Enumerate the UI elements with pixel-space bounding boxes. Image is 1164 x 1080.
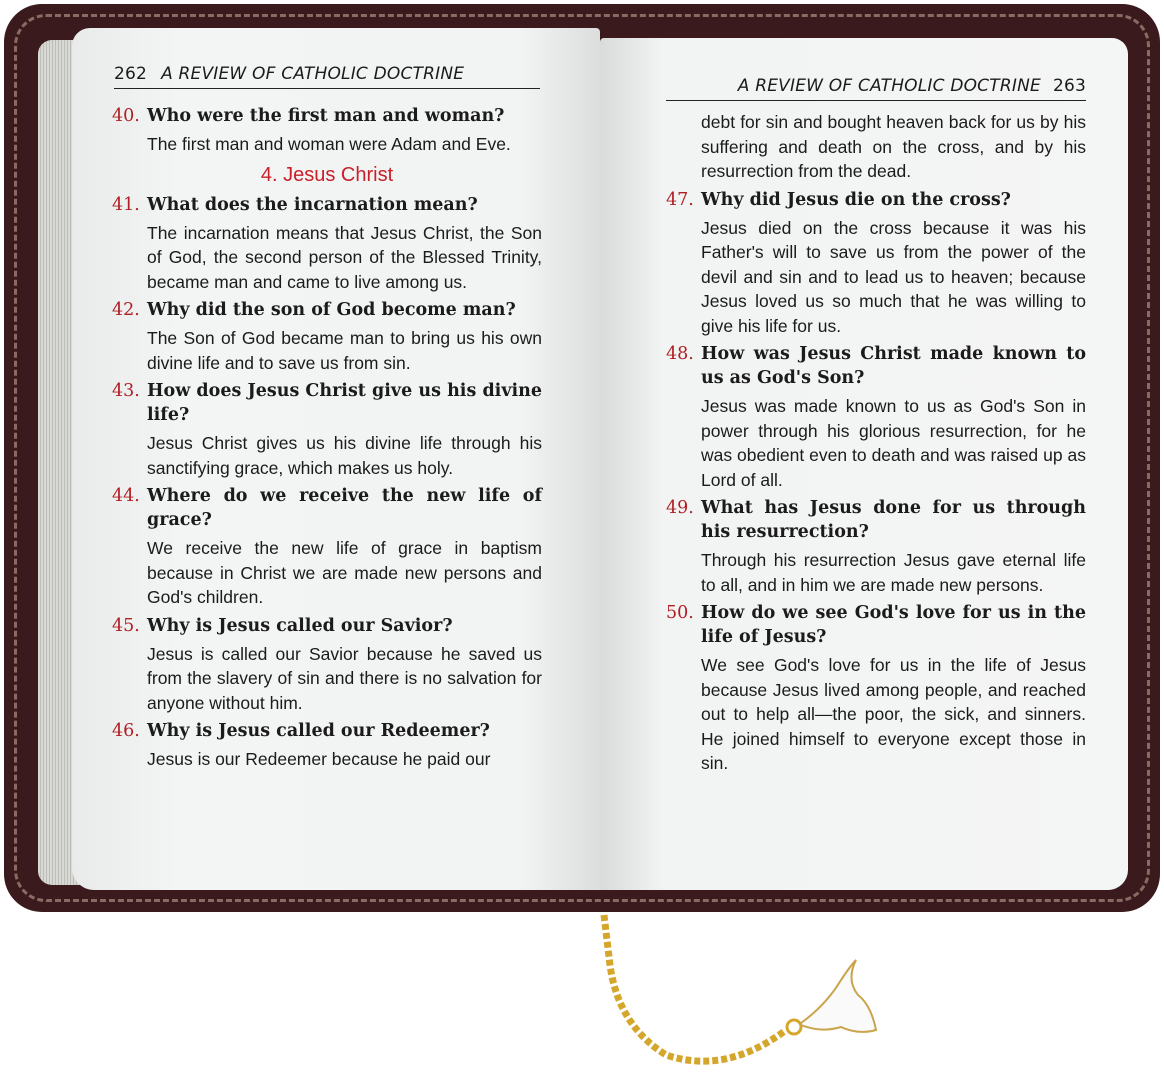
- question-number: 43.: [112, 381, 140, 401]
- question: [112, 104, 542, 128]
- question: [112, 379, 542, 427]
- left-text-column: [112, 100, 542, 776]
- question: [666, 601, 1086, 649]
- answer: Jesus was made known to us as God's Son in power through his glorious resurrection, for he was obedient even to death and was raised up as Lord of all.: [701, 396, 1086, 490]
- question-text: Why did the son of God become man?: [147, 300, 516, 320]
- question: [666, 496, 1086, 544]
- question-text: Why is Jesus called our Savior?: [147, 615, 453, 636]
- question-text: Why is Jesus called our Redeemer?: [147, 721, 490, 741]
- answer: Jesus died on the cross because it was his Father's will to save us from the power of the devil and sin and to lead us to heaven; because Jesus loved us so much that he was willing to give his life for us.: [701, 217, 1086, 336]
- question-text: How do we see God's love for us in the life of Jesus?: [701, 603, 1086, 647]
- question-number: 46.: [112, 721, 140, 741]
- question-text: How does Jesus Christ give us his divine life?: [147, 381, 542, 425]
- answer: The first man and woman were Adam and Eve.: [147, 134, 511, 154]
- answer: Jesus is called our Savior because he saved us from the slavery of sin and there is no salvation for anyone without him.: [147, 643, 542, 713]
- section-heading: 4. Jesus Christ: [260, 163, 394, 186]
- question-number: 48.: [666, 344, 694, 364]
- question: [112, 298, 542, 322]
- question: [112, 614, 542, 638]
- question: [112, 484, 542, 532]
- question: [666, 188, 1086, 212]
- page-number: 262: [114, 64, 148, 84]
- answer: Jesus Christ gives us his divine life through his sanctifying grace, which makes us holy.: [147, 433, 542, 478]
- answer: We see God's love for us in the life of Jesus because Jesus lived among people, and reached out to help all—the poor, the sick, and sinners. He joined himself to everyone except those in sin.: [701, 655, 1086, 773]
- question-number: 42.: [112, 300, 140, 320]
- answer: debt for sin and bought heaven back for us by his suffering and death on the cross, and by his resurrection from the dead.: [701, 112, 1086, 181]
- question-number: 45.: [112, 615, 140, 636]
- answer: Through his resurrection Jesus gave eternal life to all, and in him we are made new persons.: [701, 550, 1086, 595]
- question: [112, 193, 542, 217]
- question-number: 50.: [666, 603, 694, 623]
- question-text: What does the incarnation mean?: [147, 194, 478, 215]
- left-page: [72, 28, 600, 890]
- question-text: Where do we receive the new life of grace?: [147, 486, 542, 530]
- right-text-column: [666, 110, 1086, 780]
- question-text: Why did Jesus die on the cross?: [701, 189, 1011, 210]
- question-number: 44.: [112, 486, 140, 506]
- question-text: What has Jesus done for us through his resurrection?: [701, 498, 1086, 542]
- question: [112, 719, 542, 743]
- question-text: How was Jesus Christ made known to us as God's Son?: [701, 344, 1086, 388]
- running-head-text: A REVIEW OF CATHOLIC DOCTRINE: [161, 64, 465, 84]
- question-text: Who were the first man and woman?: [147, 106, 505, 126]
- bookmark-chain-with-dove-icon[interactable]: [596, 905, 896, 1080]
- question-number: 41.: [112, 194, 140, 215]
- answer: Jesus is our Redeemer because he paid our: [147, 749, 491, 769]
- question: [666, 342, 1086, 390]
- question-number: 47.: [666, 189, 694, 210]
- answer: We receive the new life of grace in baptism because in Christ we are made new persons and God's children.: [147, 538, 542, 607]
- left-running-head: [114, 64, 540, 89]
- answer: The incarnation means that Jesus Christ, the Son of God, the second person of the Blessed Trinity, became man and came to live among us.: [147, 222, 542, 292]
- question-number: 40.: [112, 106, 140, 126]
- page-number: 263: [1052, 76, 1086, 96]
- question-number: 49.: [666, 498, 694, 518]
- right-page: [600, 38, 1128, 890]
- right-running-head: [666, 76, 1086, 101]
- running-head-text: A REVIEW OF CATHOLIC DOCTRINE: [737, 76, 1041, 96]
- answer: The Son of God became man to bring us his own divine life and to save us from sin.: [147, 328, 542, 373]
